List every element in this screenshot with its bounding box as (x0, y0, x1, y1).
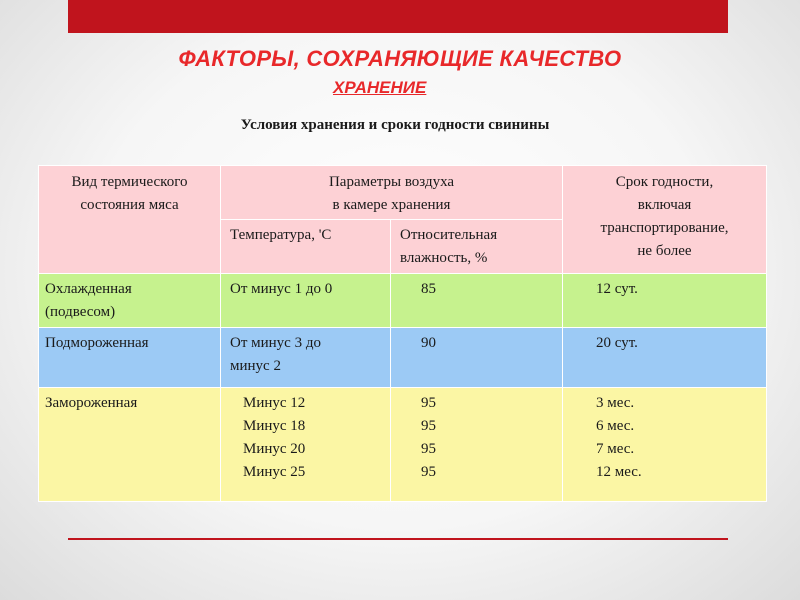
cell-temperature-value: Минус 20 (243, 441, 306, 457)
slide-section-title: ХРАНЕНИЕ (333, 78, 427, 97)
cell-temperature (221, 328, 391, 388)
cell-meat-type (39, 388, 221, 502)
cell-temperature-line1: От минус 3 до (230, 335, 321, 351)
header-air-params (221, 166, 563, 220)
top-accent-bar (68, 0, 728, 33)
cell-humidity (391, 274, 563, 328)
storage-conditions-table (38, 165, 767, 502)
header-temperature (221, 220, 391, 274)
cell-shelf-life-value: 3 мес. (596, 395, 635, 411)
cell-humidity-value: 95 (421, 464, 436, 480)
cell-humidity-value: 90 (421, 335, 436, 351)
slide-title: ФАКТОРЫ, СОХРАНЯЮЩИЕ КАЧЕСТВО (178, 46, 622, 71)
header-humidity-line1: Относительная (400, 227, 498, 243)
cell-temperature-value: Минус 12 (243, 395, 306, 411)
cell-temperature-value: Минус 25 (243, 464, 306, 480)
header-shelf-life-line1: Срок годности, (615, 174, 714, 190)
cell-humidity-value: 95 (421, 441, 436, 457)
header-temperature-label: Температура, 'С (230, 227, 332, 243)
header-air-params-line1: Параметры воздуха (328, 174, 455, 190)
header-shelf-life (563, 166, 767, 274)
cell-meat-type-line2: (подвесом) (45, 304, 116, 320)
cell-temperature (221, 274, 391, 328)
header-shelf-life-line4: не более (637, 243, 692, 259)
cell-shelf-life-value: 20 сут. (596, 335, 638, 351)
cell-shelf-life-value: 12 сут. (596, 281, 638, 297)
cell-humidity (391, 388, 563, 502)
cell-shelf-life (563, 274, 767, 328)
cell-shelf-life-value: 7 мес. (596, 441, 635, 457)
cell-shelf-life (563, 388, 767, 502)
header-meat-state-line2: состояния мяса (80, 197, 179, 213)
cell-temperature-line1: От минус 1 до 0 (230, 281, 333, 297)
cell-humidity-value: 95 (421, 418, 436, 434)
cell-meat-type-line1: Подмороженная (45, 335, 149, 351)
cell-shelf-life-value: 12 мес. (596, 464, 642, 480)
cell-meat-type (39, 274, 221, 328)
bottom-divider (68, 538, 728, 540)
cell-temperature (221, 388, 391, 502)
header-humidity-line2: влажность, % (400, 250, 488, 266)
cell-meat-type (39, 328, 221, 388)
table-row (39, 388, 767, 502)
cell-temperature-line2: минус 2 (230, 358, 281, 374)
cell-meat-type-line1: Замороженная (45, 395, 138, 411)
header-shelf-life-line3: транспортирование, (600, 220, 729, 236)
header-humidity (391, 220, 563, 274)
header-meat-state-line1: Вид термического (71, 174, 188, 190)
cell-shelf-life (563, 328, 767, 388)
header-air-params-line2: в камере хранения (332, 197, 451, 213)
cell-meat-type-line1: Охлажденная (45, 281, 132, 297)
table-row (39, 328, 767, 388)
table-row (39, 274, 767, 328)
header-shelf-life-line2: включая (637, 197, 692, 213)
cell-humidity (391, 328, 563, 388)
cell-temperature-value: Минус 18 (243, 418, 306, 434)
cell-shelf-life-value: 6 мес. (596, 418, 635, 434)
cell-humidity-value: 95 (421, 395, 436, 411)
cell-humidity-value: 85 (421, 281, 436, 297)
table-caption: Условия хранения и сроки годности свинины (240, 117, 550, 133)
header-meat-state (39, 166, 221, 274)
